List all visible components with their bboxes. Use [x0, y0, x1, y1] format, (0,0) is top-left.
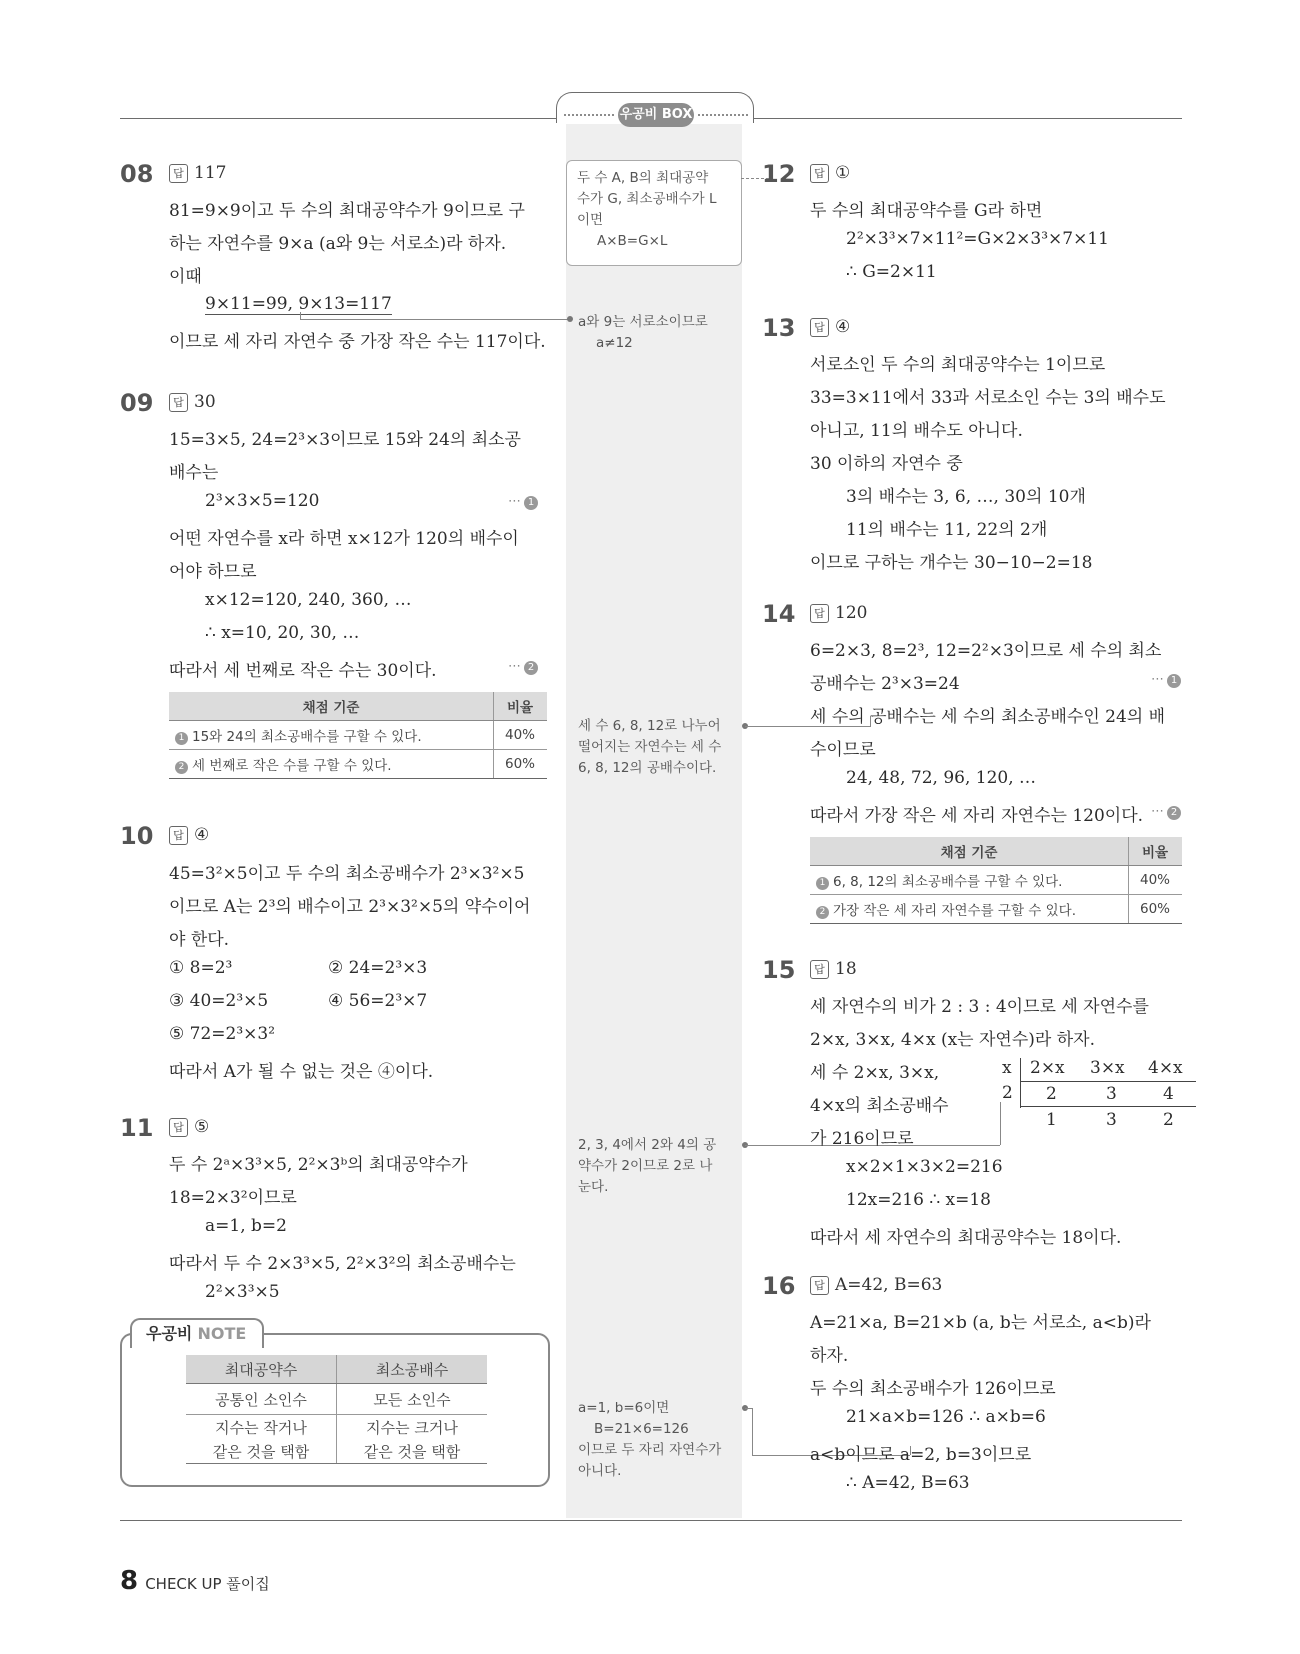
solution-line: 45=3²×5이고 두 수의 최소공배수가 2³×3²×5 [169, 864, 525, 884]
division-value: 4 [1163, 1084, 1174, 1104]
problem-number: 11 [120, 1114, 154, 1142]
answer-icon: 답 [810, 164, 829, 183]
solution-line: 이므로 세 자리 자연수 중 가장 작은 수는 117이다. [169, 332, 546, 352]
solution-line: 2³×3×5=120 [205, 491, 320, 511]
divisor: x [1002, 1058, 1012, 1078]
solution-line: 어야 하므로 [169, 562, 257, 582]
problem-number: 12 [762, 160, 796, 188]
solution-line: 아니고, 11의 배수도 아니다. [810, 421, 1023, 441]
answer-icon: 답 [810, 318, 829, 337]
solution-line: 이므로 구하는 개수는 30−10−2=18 [810, 553, 1093, 573]
problem-number: 13 [762, 314, 796, 342]
solution-line: 2²×3³×7×11²=G×2×3³×7×11 [846, 229, 1109, 249]
solution-line: 두 수의 최대공약수를 G라 하면 [810, 201, 1043, 221]
solution-line: x×2×1×3×2=216 [846, 1157, 1003, 1177]
grading-cell: 2 가장 작은 세 자리 자연수를 구할 수 있다. [810, 895, 1129, 924]
solution-line: 6=2×3, 8=2³, 12=2²×3이므로 세 수의 최소 [810, 641, 1162, 661]
solution-line: 따라서 가장 작은 세 자리 자연수는 120이다. [810, 806, 1144, 826]
solution-line: 따라서 A가 될 수 없는 것은 ④이다. [169, 1062, 434, 1082]
solution-line: ∴ G=2×11 [846, 262, 937, 282]
solution-line: 세 수 2×x, 3×x, [810, 1063, 940, 1083]
grading-header: 비율 [494, 692, 548, 721]
solution-line: x×12=120, 240, 360, … [205, 590, 412, 610]
page-number: 8 [120, 1566, 139, 1596]
grading-header: 비율 [1129, 837, 1183, 866]
note-cell: 지수는 크거나 [337, 1415, 488, 1440]
note-header: 최대공약수 [186, 1355, 337, 1384]
step-marker: ⋯ 2 [1151, 804, 1181, 820]
note-cell: 지수는 작거나 [215, 1418, 307, 1437]
note-cell: 공통인 소인수 [186, 1384, 337, 1415]
step-marker: ⋯ 1 [1151, 672, 1181, 688]
solution-line: 30 이하의 자연수 중 [810, 454, 963, 474]
grading-cell: 60% [494, 750, 548, 779]
side-note: a와 9는 서로소이므로 a≠12 [578, 314, 708, 351]
solution-line: 하는 자연수를 9×a (a와 9는 서로소)라 하자. [169, 234, 507, 254]
note-table [186, 1355, 487, 1464]
box-label: 우공비 BOX [618, 103, 694, 127]
division-bar [1020, 1058, 1021, 1108]
connector-line [300, 319, 570, 320]
solution-line: a=1, b=2 [205, 1216, 287, 1236]
grading-table [810, 837, 1182, 924]
answer: 답 A=42, B=63 [810, 1275, 942, 1295]
division-value: 1 [1046, 1110, 1057, 1130]
step-marker: ⋯ 2 [508, 659, 538, 675]
division-value: 3 [1106, 1084, 1117, 1104]
connector-line [752, 1408, 753, 1455]
connector-line [300, 312, 301, 320]
answer-icon: 답 [810, 1276, 829, 1295]
solution-line: A=21×a, B=21×b (a, b는 서로소, a<b)라 [810, 1313, 1151, 1333]
footer [120, 1566, 270, 1596]
note-header: 최소공배수 [337, 1355, 488, 1384]
solution-line: 4×x의 최소공배수 [810, 1096, 949, 1116]
division-value: 3 [1106, 1110, 1117, 1130]
division-value: 2×x [1030, 1058, 1065, 1078]
note-tab: 우공비 NOTE [130, 1318, 264, 1348]
solution-line: 공배수는 2³×3=24 [810, 674, 960, 694]
solution-line: 세 자연수의 비가 2 : 3 : 4이므로 세 자연수를 [810, 997, 1149, 1017]
answer: 답 ④ [169, 825, 209, 845]
solution-line: a<b이므로 a=2, b=3이므로 [810, 1445, 1032, 1465]
solution-line: 하자. [810, 1346, 849, 1366]
division-bar [1020, 1081, 1196, 1082]
grading-cell: 40% [494, 721, 548, 750]
solution-line: ∴ x=10, 20, 30, … [205, 623, 360, 643]
solution-line: ∴ A=42, B=63 [846, 1473, 970, 1493]
division-bar [1020, 1106, 1196, 1107]
solution-line: 서로소인 두 수의 최대공약수는 1이므로 [810, 355, 1106, 375]
solution-line: 따라서 두 수 2×3³×5, 2²×3²의 최소공배수는 [169, 1254, 516, 1274]
choice: ① 8=2³ [169, 958, 233, 978]
solution-line: 15=3×5, 24=2³×3이므로 15와 24의 최소공 [169, 430, 521, 450]
side-note: 두 수 A, B의 최대공약 수가 G, 최소공배수가 L 이면 A×B=G×L [577, 170, 717, 249]
problem-number: 16 [762, 1272, 796, 1300]
problem-number: 14 [762, 600, 796, 628]
grading-header: 채점 기준 [169, 692, 494, 721]
solution-line: 따라서 세 자연수의 최대공약수는 18이다. [810, 1228, 1122, 1248]
grading-cell: 40% [1129, 866, 1183, 895]
solution-line: 33=3×11에서 33과 서로소인 수는 3의 배수도 [810, 388, 1166, 408]
grading-cell: 2 세 번째로 작은 수를 구할 수 있다. [169, 750, 494, 779]
solution-line: 따라서 세 번째로 작은 수는 30이다. [169, 661, 437, 681]
answer-icon: 답 [169, 393, 188, 412]
side-note: 2, 3, 4에서 2와 4의 공 약수가 2이므로 2로 나 눈다. [578, 1137, 717, 1195]
side-note: 세 수 6, 8, 12로 나누어 떨어지는 자연수는 세 수 6, 8, 12의 공배수이다. [578, 718, 722, 776]
grading-table [169, 692, 547, 779]
division-value: 4×x [1148, 1058, 1183, 1078]
solution-line: 9×11=99, 9×13=117 [205, 294, 392, 314]
solution-line: 두 수 2ᵃ×3³×5, 2²×3ᵇ의 최대공약수가 [169, 1155, 468, 1175]
answer: 답 ① [810, 163, 850, 183]
solution-line: 두 수의 최소공배수가 126이므로 [810, 1379, 1056, 1399]
problem-number: 15 [762, 956, 796, 984]
answer: 답 18 [810, 959, 857, 979]
answer: 답 ⑤ [169, 1117, 209, 1137]
side-note: a=1, b=6이면 B=21×6=126 이므로 두 자리 자연수가 아니다. [578, 1400, 722, 1479]
choice: ④ 56=2³×7 [328, 991, 428, 1011]
answer-icon: 답 [810, 604, 829, 623]
solution-line: 2×x, 3×x, 4×x (x는 자연수)라 하자. [810, 1030, 1095, 1050]
answer-icon: 답 [169, 1118, 188, 1137]
note-cell: 같은 것을 택함 [337, 1439, 488, 1464]
solution-line: 11의 배수는 11, 22의 2개 [846, 520, 1048, 540]
choice: ② 24=2³×3 [328, 958, 428, 978]
answer-icon: 답 [169, 164, 188, 183]
answer-icon: 답 [810, 960, 829, 979]
solution-line: 81=9×9이고 두 수의 최대공약수가 9이므로 구 [169, 201, 525, 221]
choice: ③ 40=2³×5 [169, 991, 269, 1011]
solution-line: 수이므로 [810, 740, 876, 760]
solution-line: 24, 48, 72, 96, 120, … [846, 768, 1037, 788]
answer: 답 30 [169, 392, 216, 412]
answer: 답 117 [169, 163, 226, 183]
choice: ⑤ 72=2³×3² [169, 1024, 276, 1044]
solution-line: 21×a×b=126 ∴ a×b=6 [846, 1407, 1046, 1427]
note-cell: 같은 것을 택함 [186, 1439, 337, 1464]
problem-number: 09 [120, 389, 154, 417]
solution-line: 3의 배수는 3, 6, …, 30의 10개 [846, 487, 1086, 507]
division-value: 2 [1163, 1110, 1174, 1130]
division-value: 3×x [1090, 1058, 1125, 1078]
answer: 답 120 [810, 603, 867, 623]
solution-line: 18=2×3²이므로 [169, 1188, 297, 1208]
solution-line: 이므로 A는 2³의 배수이고 2³×3²×5의 약수이어 [169, 897, 531, 917]
header-rule-left [120, 118, 557, 119]
solution-line: 어떤 자연수를 x라 하면 x×12가 120의 배수이 [169, 529, 519, 549]
book-title: CHECK UP 풀이집 [145, 1575, 270, 1593]
grading-header: 채점 기준 [810, 837, 1129, 866]
grading-cell: 1 15와 24의 최소공배수를 구할 수 있다. [169, 721, 494, 750]
solution-line: 2²×3³×5 [205, 1282, 280, 1302]
answer: 답 ④ [810, 317, 850, 337]
solution-line: 야 한다. [169, 930, 230, 950]
step-marker: ⋯ 1 [508, 494, 538, 510]
divisor: 2 [1002, 1083, 1013, 1103]
connector-dot [567, 316, 573, 322]
note-cell: 모든 소인수 [337, 1384, 488, 1415]
problem-number: 10 [120, 822, 154, 850]
solution-line: 이때 [169, 267, 202, 287]
header-rule-right [752, 118, 1182, 119]
problem-number: 08 [120, 160, 154, 188]
division-value: 2 [1046, 1084, 1057, 1104]
solution-line: 세 수의 공배수는 세 수의 최소공배수인 24의 배 [810, 707, 1166, 727]
footer-rule [120, 1520, 1182, 1521]
connector-line [1000, 1102, 1001, 1145]
answer-icon: 답 [169, 826, 188, 845]
grading-cell: 1 6, 8, 12의 최소공배수를 구할 수 있다. [810, 866, 1129, 895]
grading-cell: 60% [1129, 895, 1183, 924]
solution-line: 12x=216 ∴ x=18 [846, 1190, 991, 1210]
solution-line: 배수는 [169, 463, 219, 483]
solution-line: 가 216이므로 [810, 1129, 914, 1149]
